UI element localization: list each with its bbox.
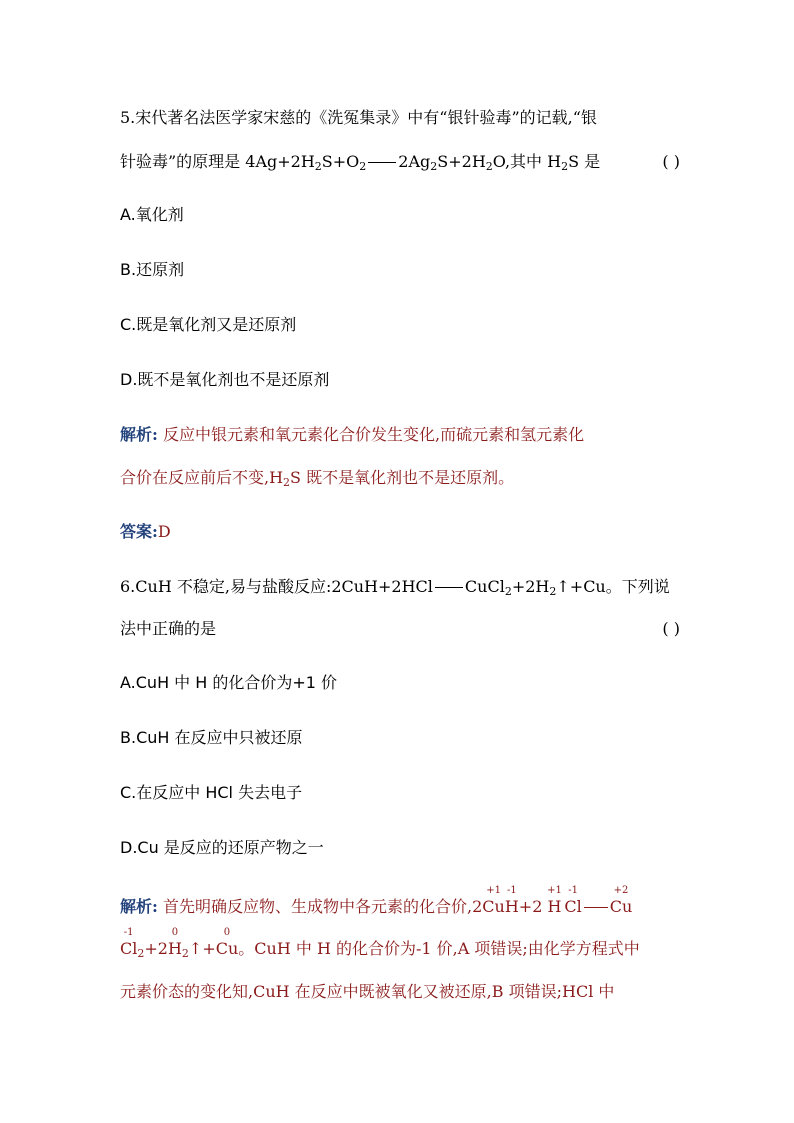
oxidation-cu: +1 Cu	[482, 885, 505, 916]
oxidation-h: 0 H	[167, 927, 182, 958]
q6-option-a: A.CuH 中 H 的化合价为+1 价	[120, 673, 338, 692]
q6-analysis-line2: -1 $Cl_2+2$ 0 $H_2↑+$ 0 Cu。CuH 中 H 的化合价为-1 价,A 项错误;由化学方程式中	[120, 927, 640, 960]
q6-stem-line1: 6.CuH 不稳定,易与盐酸反应:2CuH+2HCl $CuCl_2+2H_2↑+Cu$。下列说	[120, 577, 670, 598]
q5-answer: 答案:D	[120, 522, 171, 541]
answer-label: 答案:	[120, 522, 158, 541]
q5-stem-line1: 5.宋代著名法医学家宋慈的《洗冤集录》中有“银针验毒”的记载,“银	[120, 108, 597, 127]
q5-option-d: D.既不是氧化剂也不是还原剂	[120, 370, 330, 389]
q6-option-c: C.在反应中 HCl 失去电子	[120, 783, 303, 802]
oxidation-cl: -1 Cl	[564, 885, 582, 916]
equal-line	[584, 907, 608, 908]
oxidation-h: -1 H	[504, 885, 519, 916]
q5-option-b: B.还原剂	[120, 260, 185, 279]
q5-stem-line2: 针验毒”的原理是 $4Ag+2H_2S+O_2$ $2Ag_2S+2H_2O$,其中 $H_2S$ 是 ( )	[120, 152, 680, 173]
analysis-label: 解析:	[120, 425, 158, 444]
equal-line	[368, 162, 396, 163]
q5-option-c: C.既是氧化剂又是还原剂	[120, 315, 297, 334]
oxidation-cu: 0 Cu	[215, 927, 239, 958]
q6-analysis-line3: 元素价态的变化知,CuH 在反应中既被氧化又被还原,B 项错误;HCl 中	[120, 982, 615, 1001]
answer-bracket: ( )	[662, 619, 680, 638]
analysis-label: 解析:	[120, 897, 158, 916]
q6-option-d: D.Cu 是反应的还原产物之一	[120, 838, 324, 857]
q5-option-a: A.氧化剂	[120, 205, 184, 224]
q5-analysis-line2: 合价在反应前后不变$,H_2S$ 既不是氧化剂也不是还原剂。	[120, 468, 515, 489]
q6-stem-line2: 法中正确的是 ( )	[120, 619, 680, 638]
q6-option-b: B.CuH 在反应中只被还原	[120, 728, 303, 747]
equal-line	[435, 587, 463, 588]
oxidation-cu: +2 Cu	[609, 885, 633, 916]
oxidation-h: +1 H	[547, 885, 562, 916]
q5-analysis-line1: 解析: 反应中银元素和氧元素化合价发生变化,而硫元素和氢元素化	[120, 425, 585, 444]
oxidation-cl: -1 Cl	[120, 927, 138, 958]
q6-analysis-line1: 解析: 首先明确反应物、生成物中各元素的化合价,2 +1 Cu -1 H+2 +1 H -1 Cl +2 Cu	[120, 885, 633, 916]
answer-bracket: ( )	[662, 152, 680, 171]
